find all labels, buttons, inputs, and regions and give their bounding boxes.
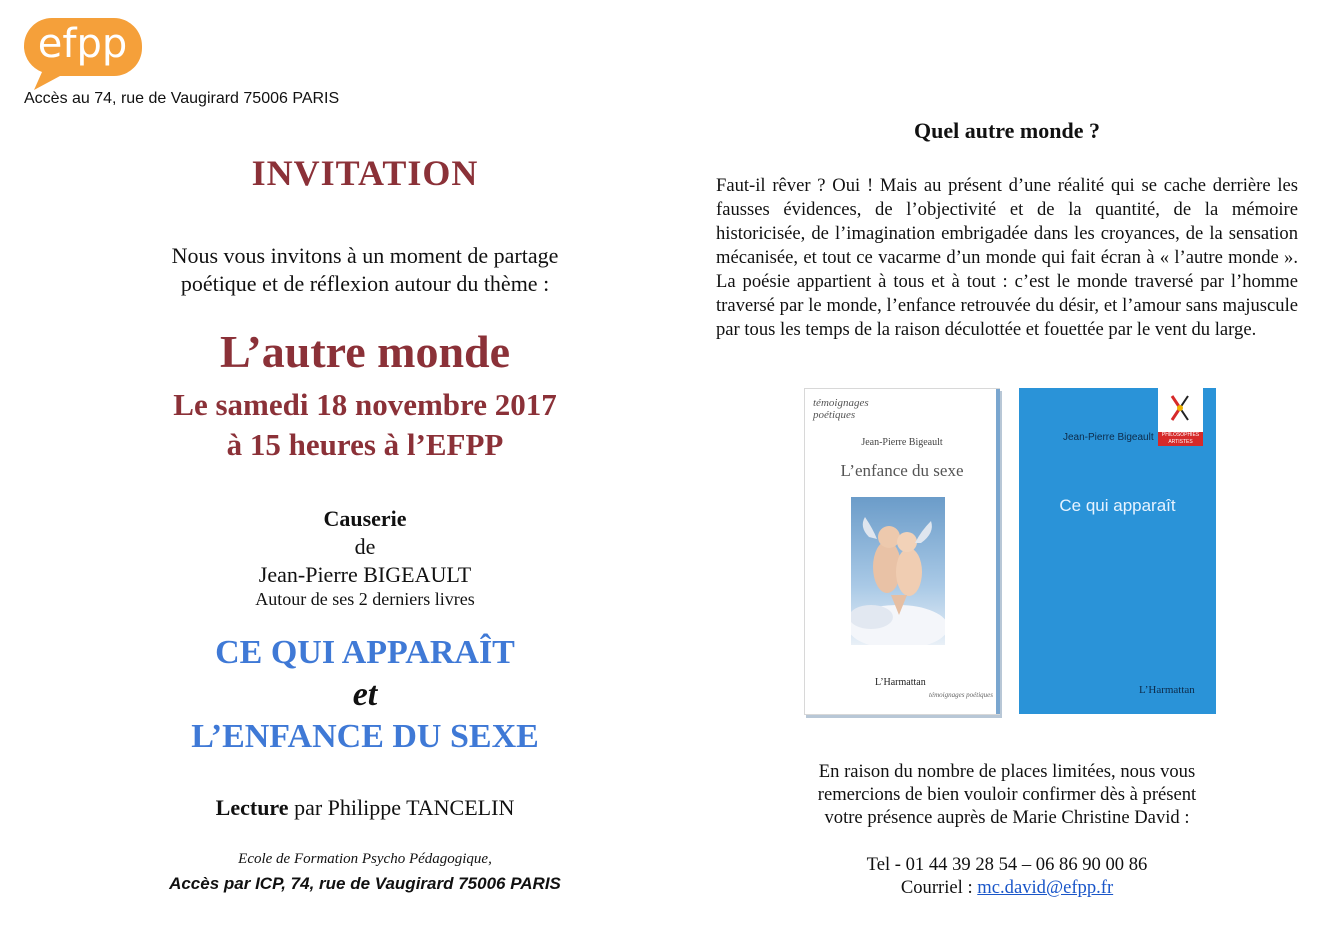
school-name: Ecole de Formation Psycho Pédagogique, xyxy=(238,851,492,867)
right-paragraph: Faut-il rêver ? Oui ! Mais au présent d’une réalité qui se cache derrière les fausses évidences, de l’objectivité et de la quantité, de la mémoire historicisée, de l’imagination embrigadée dans les croyances, de la sensation mécanisée, et tout ce vacarme d’un monde qui fait écran à « l’autre monde ». La poésie appartient à tous et à tout : c’est le monde traversé par l’homme traversé par le monde, l’enfance retrouvée du désir, et l’amour sans majuscule par tous les temps de la raison déculottée et fouettée par le vent du large. xyxy=(716,175,1298,340)
closing-text xyxy=(716,760,1298,829)
book-title-1: CE QUI APPARAÎT xyxy=(215,634,515,671)
lecture-line xyxy=(90,795,640,821)
collection-badge xyxy=(1158,388,1203,446)
book-cover-enfance-du-sexe xyxy=(804,388,1000,715)
cover1-publisher: L’Harmattan xyxy=(875,677,926,688)
intro-line-1: Nous vous invitons à un moment de partage xyxy=(171,243,559,268)
cover2-title: Ce qui apparaît xyxy=(1059,496,1176,515)
lecture-label: Lecture xyxy=(215,795,289,820)
logo-text: efpp xyxy=(37,21,128,67)
collection-badge-label: PHILOSOPHIES ARTISTES xyxy=(1158,432,1203,446)
causerie-label: Causerie xyxy=(323,506,407,531)
intro-text xyxy=(90,242,640,298)
email-line xyxy=(716,876,1298,899)
invitation-heading: INVITATION xyxy=(251,153,479,193)
book-title-2: L’ENFANCE DU SEXE xyxy=(191,718,539,755)
contact-block xyxy=(716,853,1298,899)
email-label: Courriel : xyxy=(900,877,978,898)
closing-line-2: remercions de bien vouloir confirmer dès à présent xyxy=(817,784,1197,805)
footer-address: Accès par ICP, 74, rue de Vaugirard 75006 PARIS xyxy=(169,874,561,893)
causerie-block xyxy=(90,505,640,609)
cover1-series-small: témoignages poétiques xyxy=(929,691,993,699)
theme-title: L’autre monde xyxy=(219,326,511,377)
cover2-publisher: L’Harmattan xyxy=(1139,684,1195,696)
speaker-subtitle: Autour de ses 2 derniers livres xyxy=(255,589,475,609)
book-cover-ce-qui-apparait xyxy=(1019,388,1216,714)
cover2-author: Jean-Pierre Bigeault xyxy=(1063,432,1154,443)
date-line-1: Le samedi 18 novembre 2017 xyxy=(173,387,557,422)
cherubs-painting-image xyxy=(851,497,945,645)
lecture-reader: par Philippe TANCELIN xyxy=(288,795,515,820)
cover1-series: témoignages poétiques xyxy=(813,397,869,421)
event-date xyxy=(90,385,640,465)
book-titles xyxy=(90,632,640,758)
collection-logo-icon xyxy=(1158,388,1203,432)
phone-numbers: Tel - 01 44 39 28 54 – 06 86 90 00 86 xyxy=(866,854,1148,875)
header-address: Accès au 74, rue de Vaugirard 75006 PARIS xyxy=(24,90,340,107)
cover1-title: L’enfance du sexe xyxy=(840,461,964,480)
intro-line-2: poétique et de réflexion autour du thème : xyxy=(180,271,550,296)
email-link[interactable]: mc.david@efpp.fr xyxy=(977,877,1114,898)
book-titles-et: et xyxy=(352,676,378,713)
right-title: Quel autre monde ? xyxy=(914,118,1100,143)
speaker-name: Jean-Pierre BIGEAULT xyxy=(258,562,472,587)
closing-line-3: votre présence auprès de Marie Christine David : xyxy=(824,807,1190,828)
efpp-logo xyxy=(20,14,145,92)
cover1-author: Jean-Pierre Bigeault xyxy=(861,437,943,448)
date-line-2: à 15 heures à l’EFPP xyxy=(226,427,504,462)
causerie-de: de xyxy=(354,534,376,559)
closing-line-1: En raison du nombre de places limitées, nous vous xyxy=(818,761,1196,782)
